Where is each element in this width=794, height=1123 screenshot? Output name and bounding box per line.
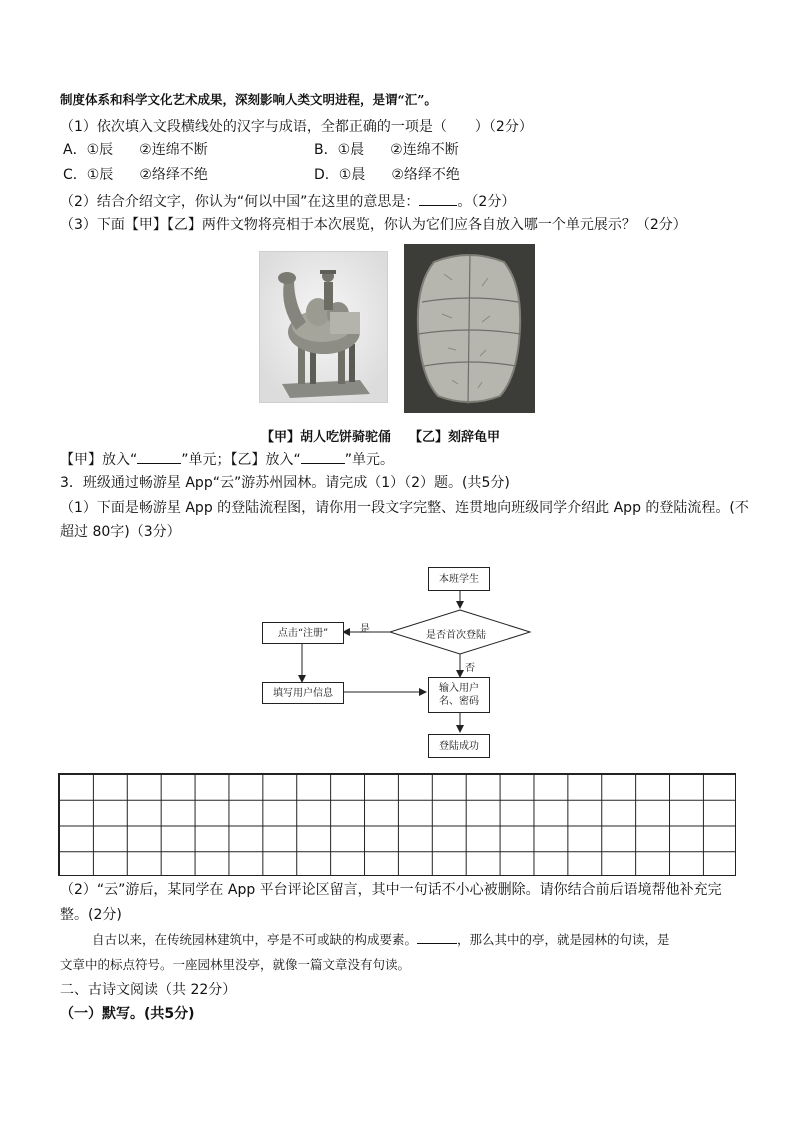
- option-d-part1: ①晨: [338, 167, 366, 183]
- section-3-title: 3．班级通过畅游星 App“云”游苏州园林。请完成（1）（2）题。(共5分): [60, 475, 510, 491]
- option-c-letter: C．: [63, 167, 87, 183]
- passage-line1-pre: 自古以来，在传统园林建筑中，亭是不可或缺的构成要素。: [92, 932, 418, 947]
- intro-text: 制度体系和科学文化艺术成果，深刻影响人类文明进程，是谓“汇”。: [60, 92, 437, 107]
- option-c-part2: ②络绎不绝: [139, 167, 208, 183]
- option-d-letter: D．: [314, 167, 339, 183]
- input-credentials-box: [428, 677, 490, 713]
- start-box: 本班学生: [428, 567, 490, 591]
- question-1-stem: （1）依次填入文段横线处的汉字与成语，全都正确的一项是（ ）（2分）: [60, 119, 533, 135]
- input-box-line1: 输入用户: [439, 683, 479, 694]
- input-box-line2: 名、密码: [439, 696, 479, 707]
- question-3-stem: （3）下面【甲】【乙】两件文物将亮相于本次展览，你认为它们应各自放入哪一个单元展示？（2分）: [60, 217, 687, 233]
- option-d-part2: ②络绎不绝: [391, 167, 460, 183]
- option-b-letter: B．: [314, 142, 338, 158]
- passage-line1-post: ，那么其中的亭，就是园林的句读，是: [457, 932, 670, 947]
- option-c-part1: ①辰: [86, 167, 114, 183]
- option-a-part1: ①辰: [86, 142, 114, 158]
- question-2-post: 。（2分）: [457, 194, 516, 210]
- option-a-letter: A．: [63, 142, 87, 158]
- answer-writing-grid[interactable]: [58, 773, 736, 876]
- success-box: 登陆成功: [428, 734, 490, 758]
- part-2-sub-text: （一）默写。(共5分): [60, 1006, 195, 1022]
- section-3-sub1-line1: （1）下面是畅游星 App 的登陆流程图，请你用一段文字完整、连贯地向班级同学介绍此 App 的登陆流程。(不: [60, 500, 749, 516]
- option-b-part1: ①晨: [337, 142, 365, 158]
- passage-line1: [92, 931, 670, 949]
- passage-blank[interactable]: [417, 931, 457, 944]
- yes-label: 是: [360, 624, 370, 635]
- question-2-pre: （2）结合介绍文字，你认为“何以中国”在这里的意思是：: [60, 194, 420, 210]
- option-b-part2: ②连绵不断: [390, 142, 459, 158]
- option-a-part2: ②连绵不断: [139, 142, 208, 158]
- part-2-sub: [60, 1005, 195, 1023]
- sub-2-line2: 整。(2分): [60, 907, 122, 923]
- register-box: 点击“注册”: [262, 622, 344, 644]
- fill-info-box: 填写用户信息: [262, 682, 344, 704]
- answer-line-part2: ”单元；【乙】放入“: [181, 452, 301, 468]
- passage-line2: 文章中的标点符号。一座园林里没亭，就像一篇文章没有句读。: [60, 957, 411, 972]
- part-2-title: 二、古诗文阅读（共 22分）: [60, 982, 237, 998]
- answer-line-part1: 【甲】放入“: [60, 452, 138, 468]
- section-3-sub1-line2: 超过 80字)（3分）: [60, 524, 181, 540]
- jia-caption: 【甲】胡人吃饼骑驼俑: [261, 430, 392, 445]
- yi-caption: 【乙】刻辞龟甲: [409, 430, 501, 445]
- no-label: 否: [465, 663, 475, 674]
- sub-2-line1: （2）“云”游后，某同学在 App 平台评论区留言，其中一句话不小心被删除。请你结合前后语境帮他补充完: [60, 882, 722, 898]
- answer-line-part3: ”单元。: [344, 452, 395, 468]
- decision-label: 是否首次登陆: [426, 630, 486, 641]
